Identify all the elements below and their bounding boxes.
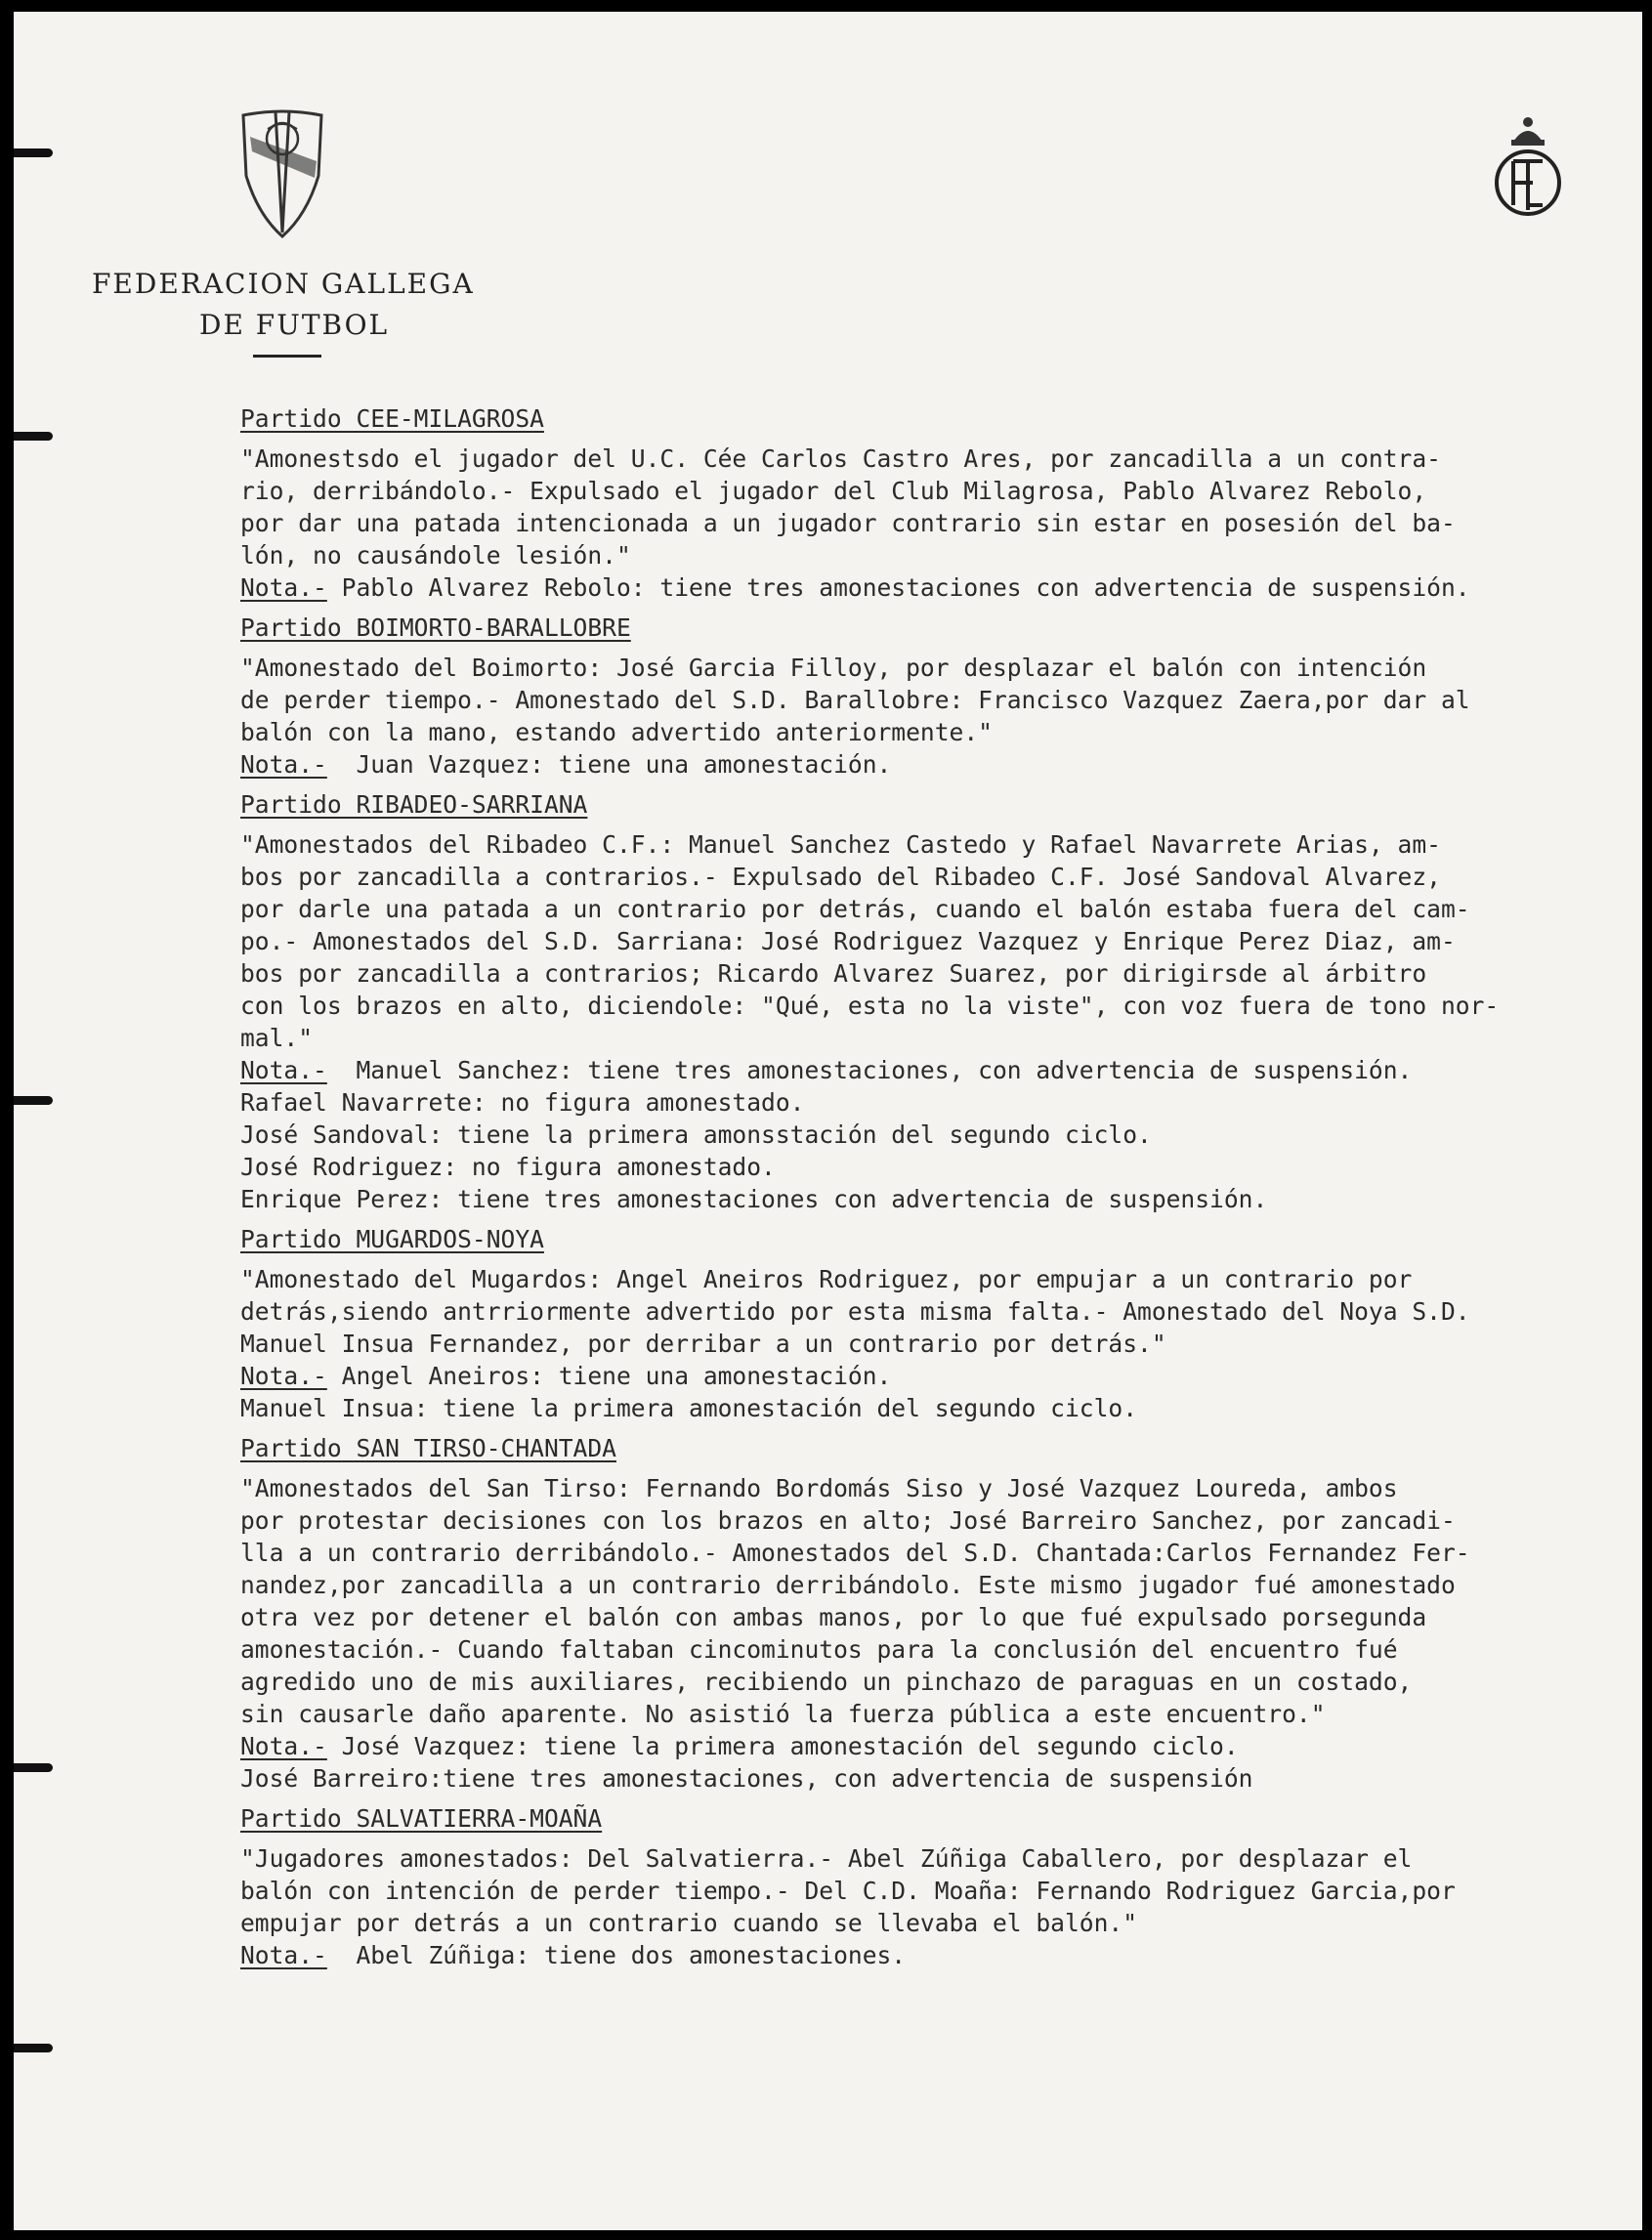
report-line: "Amonestados del Ribadeo C.F.: Manuel Sanchez Castedo y Rafael Navarrete Arias, am-: [240, 830, 1441, 859]
note-line: [240, 1939, 1628, 1971]
note-label: Nota.-: [240, 573, 327, 602]
report-line: po.- Amonestados del S.D. Sarriana: José Rodriguez Vazquez y Enrique Perez Diaz, am-: [240, 927, 1456, 955]
binder-hole: [14, 148, 53, 157]
report-line: "Jugadores amonestados: Del Salvatierra.- Abel Zúñiga Caballero, por desplazar el: [240, 1844, 1413, 1873]
crown-emblem-icon: [1494, 112, 1562, 220]
header-rule: [253, 355, 321, 358]
report-line: otra vez por detener el balón con ambas manos, por lo que fué expulsado porsegunda: [240, 1603, 1427, 1631]
federation-name-line1: FEDERACION GALLEGA: [92, 268, 475, 300]
report-line: detrás,siendo antrriormente advertido por esta misma falta.- Amonestado del Noya S.D.: [240, 1297, 1470, 1326]
note-text: Manuel Insua: tiene la primera amonestación del segundo ciclo.: [240, 1394, 1138, 1422]
match-section: [240, 612, 1628, 781]
note-text: Abel Zúñiga: tiene dos amonestaciones.: [326, 1941, 907, 1969]
match-title-line: [240, 1432, 1628, 1464]
report-line: "Amonestsdo el jugador del U.C. Cée Carlos Castro Ares, por zancadilla a un contra-: [240, 444, 1441, 473]
document-page: [14, 12, 1642, 2230]
report-line: por darle una patada a un contrario por detrás, cuando el balón estaba fuera del cam-: [240, 895, 1470, 923]
match-title: Partido RIBADEO-SARRIANA: [240, 790, 588, 819]
binder-hole: [14, 1096, 53, 1105]
note-text: Rafael Navarrete: no figura amonestado.: [240, 1088, 805, 1117]
match-section: [240, 1802, 1628, 1971]
note-line: [240, 1730, 1628, 1762]
federation-name-line2: DE FUTBOL: [199, 309, 390, 341]
note-text: Manuel Sanchez: tiene tres amonestaciones, con advertencia de suspensión.: [326, 1056, 1413, 1084]
report-line: rio, derribándolo.- Expulsado el jugador del Club Milagrosa, Pablo Alvarez Rebolo,: [240, 477, 1427, 505]
match-title: Partido SAN TIRSO-CHANTADA: [240, 1434, 616, 1462]
report-line: por dar una patada intencionada a un jugador contrario sin estar en posesión del ba-: [240, 509, 1456, 537]
binder-hole: [14, 432, 53, 441]
note-line: [240, 1054, 1628, 1086]
note-text: José Rodriguez: no figura amonestado.: [240, 1153, 776, 1181]
note-text: José Barreiro:tiene tres amonestaciones, con advertencia de suspensión: [240, 1764, 1253, 1793]
match-title-line: [240, 402, 1628, 435]
report-line: Manuel Insua Fernandez, por derribar a un contrario por detrás.": [240, 1330, 1166, 1358]
report-line: con los brazos en alto, diciendole: "Qué, esta no la viste", con voz fuera de tono nor-: [240, 992, 1500, 1020]
match-section: [240, 402, 1628, 604]
note-line: [240, 1360, 1628, 1392]
note-line: [240, 571, 1628, 604]
report-line: empujar por detrás a un contrario cuando se llevaba el balón.": [240, 1909, 1138, 1937]
note-line: [240, 1119, 1628, 1151]
match-title-line: [240, 788, 1628, 821]
report-line: "Amonestado del Boimorto: José Garcia Filloy, por desplazar el balón con intención: [240, 654, 1427, 682]
match-title-line: [240, 612, 1628, 644]
note-text: José Vazquez: tiene la primera amonestación del segundo ciclo.: [326, 1732, 1239, 1760]
report-line: nandez,por zancadilla a un contrario derribándolo. Este mismo jugador fué amonestado: [240, 1571, 1456, 1599]
report-line: bos por zancadilla a contrarios; Ricardo Alvarez Suarez, por dirigirsde al árbitro: [240, 959, 1427, 988]
note-line: [240, 1392, 1628, 1424]
binder-hole: [14, 2044, 53, 2052]
document-body: [240, 395, 1628, 1971]
report-line: amonestación.- Cuando faltaban cincominutos para la conclusión del encuentro fué: [240, 1635, 1398, 1664]
report-line: "Amonestados del San Tirso: Fernando Bordomás Siso y José Vazquez Loureda, ambos: [240, 1474, 1398, 1502]
federation-shield-icon: [238, 107, 326, 239]
note-text: Pablo Alvarez Rebolo: tiene tres amonestaciones con advertencia de suspensión.: [326, 573, 1470, 602]
note-label: Nota.-: [240, 1732, 327, 1760]
report-line: "Amonestado del Mugardos: Angel Aneiros Rodriguez, por empujar a un contrario por: [240, 1265, 1413, 1293]
report-line: mal.": [240, 1024, 314, 1052]
report-line: sin causarle daño aparente. No asistió la fuerza pública a este encuentro.": [240, 1700, 1326, 1728]
match-title: Partido MUGARDOS-NOYA: [240, 1225, 544, 1253]
note-line: [240, 748, 1628, 781]
report-line: balón con intención de perder tiempo.- Del C.D. Moaña: Fernando Rodriguez Garcia,por: [240, 1877, 1456, 1905]
note-line: [240, 1762, 1628, 1795]
match-section: [240, 1223, 1628, 1424]
federation-name: [82, 264, 492, 346]
report-line: de perder tiempo.- Amonestado del S.D. Barallobre: Francisco Vazquez Zaera,por dar al: [240, 686, 1470, 714]
note-text: Juan Vazquez: tiene una amonestación.: [326, 750, 892, 779]
note-label: Nota.-: [240, 1056, 327, 1084]
match-title: Partido BOIMORTO-BARALLOBRE: [240, 613, 631, 642]
match-section: [240, 1432, 1628, 1795]
report-line: por protestar decisiones con los brazos en alto; José Barreiro Sanchez, por zancadi-: [240, 1506, 1456, 1535]
note-line: [240, 1183, 1628, 1215]
note-label: Nota.-: [240, 1941, 327, 1969]
note-label: Nota.-: [240, 750, 327, 779]
note-text: Angel Aneiros: tiene una amonestación.: [326, 1362, 892, 1390]
binder-hole: [14, 1763, 53, 1772]
note-text: José Sandoval: tiene la primera amonsstación del segundo ciclo.: [240, 1120, 1152, 1149]
note-label: Nota.-: [240, 1362, 327, 1390]
match-section: [240, 788, 1628, 1215]
note-text: Enrique Perez: tiene tres amonestaciones con advertencia de suspensión.: [240, 1185, 1268, 1213]
note-line: [240, 1086, 1628, 1119]
report-line: lla a un contrario derribándolo.- Amonestados del S.D. Chantada:Carlos Fernandez Fer-: [240, 1539, 1470, 1567]
match-title: Partido SALVATIERRA-MOAÑA: [240, 1804, 603, 1833]
match-title-line: [240, 1223, 1628, 1255]
report-line: lón, no causándole lesión.": [240, 541, 631, 570]
report-line: bos por zancadilla a contrarios.- Expulsado del Ribadeo C.F. José Sandoval Alvarez,: [240, 863, 1441, 891]
report-line: agredido uno de mis auxiliares, recibiendo un pinchazo de paraguas en un costado,: [240, 1668, 1413, 1696]
note-line: [240, 1151, 1628, 1183]
match-title: Partido CEE-MILAGROSA: [240, 404, 544, 433]
match-title-line: [240, 1802, 1628, 1835]
report-line: balón con la mano, estando advertido anteriormente.": [240, 718, 993, 746]
